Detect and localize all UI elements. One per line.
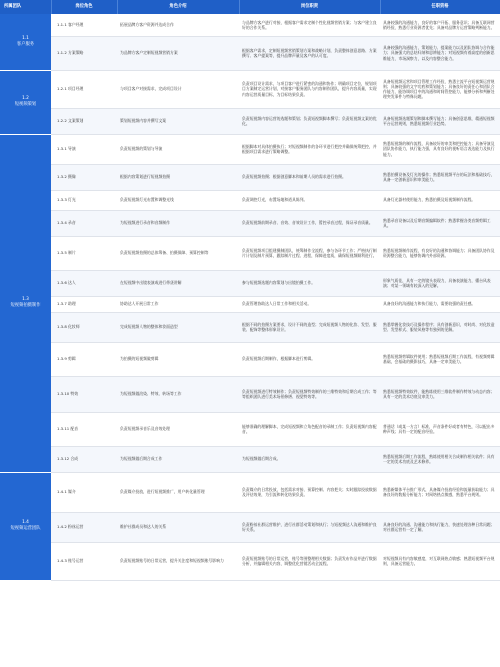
header-duty: 岗位职责 (239, 0, 380, 14)
intro-cell: 为短视频做渲染、特效、转场等工作 (117, 376, 239, 412)
team-code: 1.4 (22, 520, 29, 526)
role-cell: 1.2.1 项目经理 (51, 70, 117, 108)
duty-cell: 负责短视频内容运营的选题和策划；负责短视频脚本撰写；负责短视频文案的优化。 (239, 108, 380, 134)
requirement-cell: 熟悉短视频后期工作流程，熟练使用相关合成制作相关软件；具有一定的美术功底及艺术修养。 (380, 446, 500, 472)
intro-cell: 为拍摄的短视频做剪辑 (117, 342, 239, 376)
intro-cell: 负责短视频拍摄的总体筹备、拍摄保障、预算控制等 (117, 236, 239, 270)
table-row (0, 164, 500, 190)
role-cell: 1.3.9 剪辑 (51, 342, 117, 376)
requirement-cell: 熟悉短视频的制作流程，具备较好的审美和把控能力；具备导演及团队协作能力，执行能力强，具有良好的视听语言表达能力及执行能力。 (380, 134, 500, 164)
duty-cell: 根据客户需求，定制短视频营销策划方案和战略计划，负责整体创意思路、方案撰写、客户提案等，提升品牌声量及客户的认可度。 (239, 36, 380, 70)
duty-cell: 参与短视频选题内容策划与出镜拍摄工作。 (239, 270, 380, 296)
team-cell-customer-service (0, 14, 51, 70)
table-row (0, 412, 500, 446)
duty-cell: 负责管理协助达人日常工作和相关活动。 (239, 296, 380, 312)
intro-cell: 为品牌方客户定制短视频营销方案 (117, 36, 239, 70)
team-cell-video-operations (0, 472, 51, 580)
table-row (0, 472, 500, 512)
intro-cell: 为短视频做后期合成工作 (117, 446, 239, 472)
table-row (0, 542, 500, 580)
intro-cell: 负责媒介投放，进行短视频推广，用户转化量管理 (117, 472, 239, 512)
duty-cell: 负责调控灯光，布置场地和道具陈列。 (239, 190, 380, 210)
duty-cell: 负责短视频进行特效制作；负责短视频特效制作的三维特效和后期合成工作；等等组织团队进行美术场景修缮、视觉特效等。 (239, 376, 380, 412)
header-intro: 角色介绍 (117, 0, 239, 14)
team-name: 短视频策划 (14, 102, 37, 107)
duty-cell: 能够准确的理解脚本，完成短视频和立角色配音的录制工作；负责短视频内容配音。 (239, 412, 380, 446)
intro-cell: 根据内容策划进行短视频拍摄 (117, 164, 239, 190)
table-row (0, 134, 500, 164)
intro-cell: 与项目客户对接需求，完成项目设计 (117, 70, 239, 108)
team-cell-video-planning (0, 70, 51, 134)
requirement-cell: 形象气质佳，具有一定的镜头表现力，具备表演能力，懂台风表演；对某一领域有较深入的见解。 (380, 270, 500, 296)
duty-cell: 负责短视频账号的日常运营，账号等围整理相关数据；负责发布作品并进行数据分析，并编辑相关内容，调整优化营销活动全流程。 (239, 542, 380, 580)
table-row (0, 36, 500, 70)
intro-cell: 在短视频中出镜表演或进行带货讲解 (117, 270, 239, 296)
duty-cell: 根据脚本对具体拍摄执行；对短视频制作的各环节进行把控并确保统筹把控，并根据项目需求进行策略调整。 (239, 134, 380, 164)
duty-cell: 为短视频做后期合成。 (239, 446, 380, 472)
requirement-cell: 具备良好的沟通能力和执行能力，需要较强的责任感。 (380, 296, 500, 312)
requirement-cell: 具备短视频运营和项目管理工作经验，熟悉主流平台短视频运营规则；具备较强的文字功底和策划能力；具备良好的责任心和团队合作能力，能协调项目中的沟通和时间管控能力，能够分析和判断处理突发事件与特殊问题。 (380, 70, 500, 108)
requirement-cell: 熟悉短视频特效软件，能熟练使用三维软件制作特效与动态内容；具有一定的美术功底及审美力。 (380, 376, 500, 412)
role-cell: 1.3.2 摄像 (51, 164, 117, 190)
requirement-cell: 熟悉拍摄设备及灯光的操作；熟悉短视频平台的玩法和基础技巧，具备一定创新意识和审美能力。 (380, 164, 500, 190)
duty-cell: 负责短视频后期制作，根据脚本进行剪辑。 (239, 342, 380, 376)
role-cell: 1.3.8 化妆师 (51, 312, 117, 342)
role-cell: 1.3.10 特效 (51, 376, 117, 412)
intro-cell: 为短视频进行录音和音频制作 (117, 210, 239, 236)
requirement-cell: 普通话（或某一方言）标准，声音条件好或者有特色，可以配出多种声线；具有一定的配音经验。 (380, 412, 500, 446)
intro-cell: 负责短视频录音乐及音效处理 (117, 412, 239, 446)
table-row (0, 236, 500, 270)
role-cell: 1.3.6 达人 (51, 270, 117, 296)
table-row (0, 376, 500, 412)
duty-cell: 负责粉丝社群运营维护，进行社群活动策划和执行；与短视频达人沟通和维护良好关系。 (239, 512, 380, 542)
table-header (0, 0, 500, 14)
requirement-cell: 具备灯光器材使用能力，熟悉拍摄及短视频制作流程。 (380, 190, 500, 210)
table-row (0, 70, 500, 108)
requirement-cell: 对短视频具有内容敏感度，对互联网热点敏感；熟悉短视频平台规则，具备运营能力。 (380, 542, 500, 580)
intro-cell: 拓展品牌方客户资源并达成合作 (117, 14, 239, 36)
role-cell: 1.1.1 客户经理 (51, 14, 117, 36)
table-row (0, 14, 500, 36)
table-row (0, 342, 500, 376)
intro-cell: 负责短视频账号的日常运营，提升关注度和短视频账号影响力 (117, 542, 239, 580)
role-cell: 1.3.1 导演 (51, 134, 117, 164)
role-cell: 1.3.11 配音 (51, 412, 117, 446)
table-row (0, 210, 500, 236)
role-cell: 1.4.3 账号运营 (51, 542, 117, 580)
requirement-cell: 具备良好的沟通、沟通能力和执行能力，快速处理各种日常问题；对社群运营有一定了解。 (380, 512, 500, 542)
intro-cell: 负责短视频灯光布置和调整光线 (117, 190, 239, 210)
requirement-cell: 熟悉录音设备以及后期音频编辑软件；熟悉掌握各类音频剪辑工具。 (380, 210, 500, 236)
role-cell: 1.3.4 录音 (51, 210, 117, 236)
team-code: 1.1 (22, 36, 29, 42)
intro-cell: 负责短视频的策划与导演 (117, 134, 239, 164)
role-cell: 1.1.2 方案策略 (51, 36, 117, 70)
duty-cell: 负责短视频项目组建摄制团队，统筹制作全流程，参与各环节工作；严格执行制片计划及制片预算，跟踪制片过程、进程，保障进度质，确保短视频顺利进行。 (239, 236, 380, 270)
requirement-cell: 熟悉新媒体平台推广形式，具备媒介投放经验和流量获取能力；具备良好的数据分析能力；对网络热点敏感，熟悉平台规则。 (380, 472, 500, 512)
team-name: 客户服务 (16, 41, 35, 47)
header-requirement: 任职资格 (380, 0, 500, 14)
table-body (0, 14, 500, 580)
role-cell: 1.3.7 助理 (51, 296, 117, 312)
table-row (0, 312, 500, 342)
team-cell-video-production (0, 134, 51, 472)
intro-cell: 完成短视频人物的整体和妆面造型 (117, 312, 239, 342)
requirement-cell: 具备较强的沟通能力，良好的客户开拓、服务意识；具备互联网营销经验，熟悉行业资源者优先；具备对品牌方运营策略判断能力。 (380, 14, 500, 36)
intro-cell: 协助达人开展日常工作 (117, 296, 239, 312)
table-row (0, 512, 500, 542)
role-cell: 1.3.5 制片 (51, 236, 117, 270)
duty-cell: 负责媒介的日常投放，包括需求对接、预算控制、内容把关；实时跟踪投放数据及评估效果，为引流和转化结果负责。 (239, 472, 380, 512)
table-row (0, 270, 500, 296)
team-name: 短视频运营团队 (10, 526, 41, 531)
role-cell: 1.4.1 媒介 (51, 472, 117, 512)
table-row (0, 446, 500, 472)
duty-cell: 与品牌方客户进行对接，根据客户需求定制个性化视频营销方案；与客户建立良好的合作关系。 (239, 14, 380, 36)
team-code: 1.3 (22, 297, 29, 303)
duty-cell: 负责项目设计需求，与项目客户进行紧密的沟通和协作；明确项目定位，规划项目方案制定运营计划，对接客户服务团队与内容制作团队，提升内容质量，实现内容运营质量目标，为目标结果负责。 (239, 70, 380, 108)
intro-cell: 维护社群成员和达人的关系 (117, 512, 239, 542)
requirement-cell: 熟悉短视频剪辑软件使用；熟悉短视频后期工作流程，有视频剪辑基础，会基础的摄影技巧，具备一定审美能力。 (380, 342, 500, 376)
duty-cell: 负责短视频拍摄；根据创意脚本和前期人员的需求进行拍摄。 (239, 164, 380, 190)
intro-cell: 策划短视频内容并撰写文案 (117, 108, 239, 134)
requirement-cell: 具备短视频选题策划和脚本撰写能力；具备创意思维，精通短视频平台运营规则，熟悉短视频行业趋势。 (380, 108, 500, 134)
table-row (0, 190, 500, 210)
role-cell: 1.2.2 文案策划 (51, 108, 117, 134)
header-team: 所属团队 (0, 0, 51, 14)
team-code: 1.2 (22, 96, 29, 102)
requirement-cell: 熟悉短视频制作流程，有良好的沟通和协调能力；具备团队协作及资源整合能力，能够协调内外部资源。 (380, 236, 500, 270)
requirement-cell: 具备较强的沟通能力，策划能力、提案能力以及团队协调与合作能力；具备强大的总结归纳和思辨能力；对短视频有着高度的创新思维能力，市场洞察力，以及内容整合能力。 (380, 36, 500, 70)
table-row (0, 108, 500, 134)
role-cell: 1.4.2 粉丝运营 (51, 512, 117, 542)
duty-cell: 负责短视频前期录音、音效、音效设计工作，暂控录音过程，保证录音质量。 (239, 210, 380, 236)
duty-cell: 根据不同的拍摄方案要求，设计不同的造型；完成短视频人物的化妆、发型、服装、配饰等整体形象设计。 (239, 312, 380, 342)
header-role: 岗位角色 (51, 0, 117, 14)
team-name: 短视频拍摄制作 (10, 303, 41, 308)
table-row (0, 296, 500, 312)
requirement-cell: 熟悉掌握化妆技巧及操作程序；具有创新意识，对时尚、对化妆造型、发型样式、服装风格等有独到的见解。 (380, 312, 500, 342)
role-cell: 1.3.3 灯光 (51, 190, 117, 210)
role-cell: 1.3.12 合成 (51, 446, 117, 472)
